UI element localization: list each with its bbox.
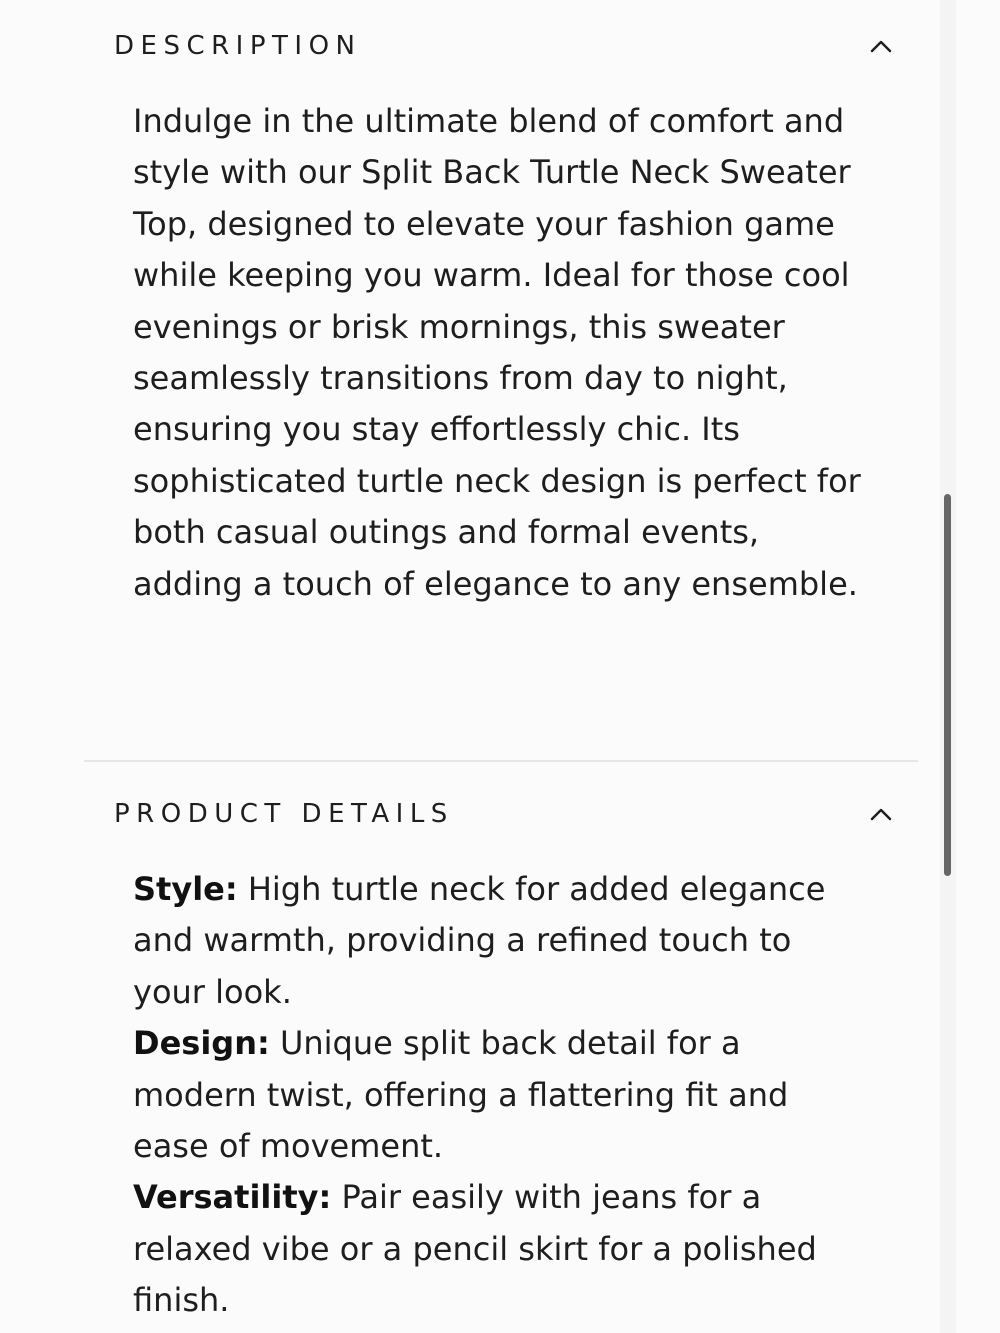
product-details-title: PRODUCT DETAILS bbox=[114, 799, 454, 829]
scrollbar-thumb[interactable] bbox=[944, 494, 951, 876]
detail-item-design bbox=[133, 1018, 868, 1172]
detail-item-versatility bbox=[133, 1172, 868, 1326]
product-details-accordion-header[interactable] bbox=[114, 794, 894, 834]
chevron-up-icon[interactable] bbox=[868, 801, 894, 827]
description-title: DESCRIPTION bbox=[114, 31, 362, 61]
detail-label: Versatility: bbox=[133, 1178, 332, 1217]
detail-item-style bbox=[133, 864, 868, 1018]
detail-text: Unique split back detail for a modern twist, offering a flattering fit and ease of movement. bbox=[133, 1024, 789, 1166]
description-accordion-header[interactable] bbox=[114, 26, 894, 66]
detail-text: High turtle neck for added elegance and warmth, providing a refined touch to your look. bbox=[133, 870, 826, 1011]
description-text: Indulge in the ultimate blend of comfort and style with our Split Back Turtle Neck Sweater Top, designed to elevate your fashion game while keeping you warm. Ideal for those cool evenings or brisk mornings, this sweater seamlessly transitions from day to night, ensuring you stay effortlessly chic. Its sophisticated turtle neck design is perfect for both casual outings and formal events, adding a touch of elegance to any ensemble. bbox=[133, 102, 861, 603]
chevron-up-icon[interactable] bbox=[868, 33, 894, 59]
detail-label: Style: bbox=[133, 870, 238, 908]
detail-label: Design: bbox=[133, 1024, 270, 1063]
product-details-list bbox=[133, 864, 868, 1327]
detail-text: Pair easily with jeans for a relaxed vibe or a pencil skirt for a polished finish. bbox=[133, 1178, 817, 1320]
section-divider bbox=[84, 760, 918, 762]
